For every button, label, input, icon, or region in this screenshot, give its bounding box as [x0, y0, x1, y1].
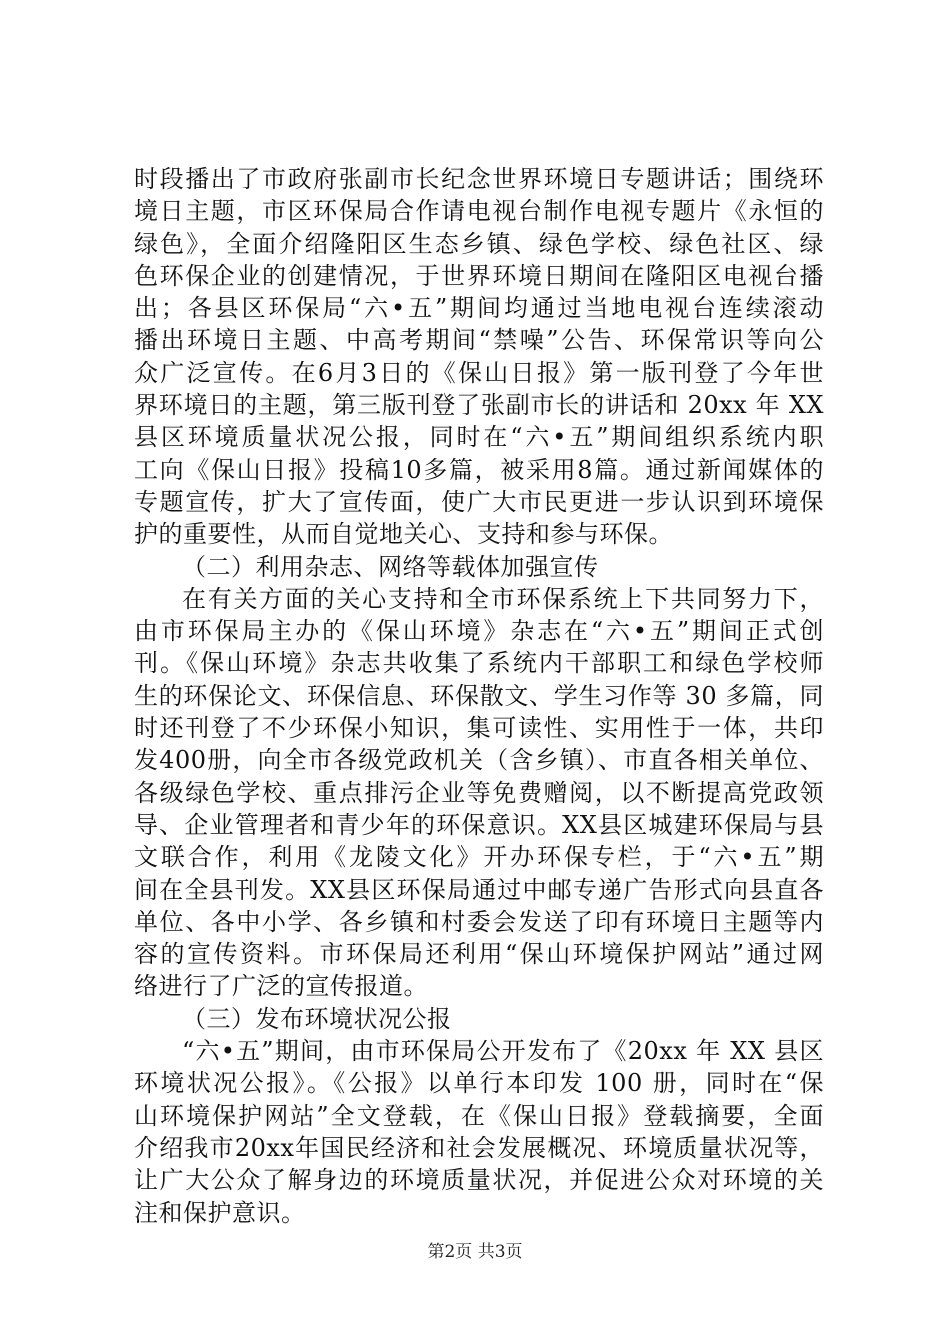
paragraph-line: 文联合作，利用《龙陵文化》开办环保专栏，于“六•五”期 [134, 843, 824, 872]
paragraph-line: 播出环境日主题、中高考期间“禁噪”公告、环保常识等向公 [134, 326, 824, 355]
paragraph-line: 发400册，向全市各级党政机关（含乡镇）、市直各相关单位、 [134, 746, 824, 775]
paragraph-line: 单位、各中小学、各乡镇和村委会发送了印有环境日主题等内 [134, 907, 824, 936]
paragraph-line: 间在全县刊发。XX县区环保局通过中邮专递广告形式向县直各 [134, 875, 824, 904]
paragraph-line: 时还刊登了不少环保小知识，集可读性、实用性于一体，共印 [134, 714, 824, 743]
paragraph-line: 生的环保论文、环保信息、环保散文、学生习作等 30 多篇，同 [134, 681, 824, 710]
document-body [134, 163, 824, 1229]
paragraph-line: 色环保企业的创建情况，于世界环境日期间在隆阳区电视台播 [134, 261, 824, 290]
paragraph-line: 由市环保局主办的《保山环境》杂志在“六•五”期间正式创 [134, 617, 824, 646]
section-heading: （二）利用杂志、网络等载体加强宣传 [182, 552, 599, 581]
paragraph-line: “六•五”期间，由市环保局公开发布了《20xx 年 XX 县区 [182, 1037, 824, 1066]
paragraph-line: 出；各县区环保局“六•五”期间均通过当地电视台连续滚动 [134, 294, 824, 323]
paragraph-line: 众广泛宣传。在6月3日的《保山日报》第一版刊登了今年世 [134, 358, 824, 387]
paragraph-line: 络进行了广泛的宣传报道。 [134, 972, 428, 1001]
section-heading: （三）发布环境状况公报 [182, 1004, 452, 1033]
paragraph-line: 专题宣传，扩大了宣传面，使广大市民更进一步认识到环境保 [134, 487, 824, 516]
paragraph-line: 介绍我市20xx年国民经济和社会发展概况、环境质量状况等， [134, 1133, 824, 1162]
page-footer: 第2页 共3页 [427, 1242, 523, 1262]
paragraph-line: 让广大公众了解身边的环境质量状况，并促进公众对环境的关 [134, 1166, 824, 1195]
paragraph-line: 在有关方面的关心支持和全市环保系统上下共同努力下， [182, 584, 824, 613]
paragraph-line: 境日主题，市区环保局合作请电视台制作电视专题片《永恒的 [134, 197, 824, 226]
paragraph-line: 刊。《保山环境》杂志共收集了系统内干部职工和绿色学校师 [134, 649, 824, 678]
paragraph-line: 县区环境质量状况公报，同时在“六•五”期间组织系统内职 [134, 423, 824, 452]
paragraph-line: 时段播出了市政府张副市长纪念世界环境日专题讲话；围绕环 [134, 165, 824, 193]
paragraph-line: 注和保护意识。 [134, 1198, 306, 1227]
paragraph-line: 各级绿色学校、重点排污企业等免费赠阅，以不断提高党政领 [134, 778, 824, 807]
paragraph-line: 绿色》，全面介绍隆阳区生态乡镇、绿色学校、绿色社区、绿 [134, 229, 824, 258]
paragraph-line: 工向《保山日报》投稿10多篇，被采用8篇。通过新闻媒体的 [134, 455, 824, 484]
paragraph-line: 山环境保护网站”全文登载，在《保山日报》登载摘要，全面 [134, 1101, 824, 1130]
paragraph-line: 环境状况公报》。《公报》以单行本印发 100 册，同时在“保 [134, 1069, 824, 1098]
paragraph-line: 护的重要性，从而自觉地关心、支持和参与环保。 [134, 520, 673, 549]
paragraph-line: 界环境日的主题，第三版刊登了张副市长的讲话和 20xx 年 XX [134, 391, 824, 420]
paragraph-line: 导、企业管理者和青少年的环保意识。XX县区城建环保局与县 [134, 810, 824, 839]
paragraph-line: 容的宣传资料。市环保局还利用“保山环境保护网站”通过网 [134, 940, 824, 969]
